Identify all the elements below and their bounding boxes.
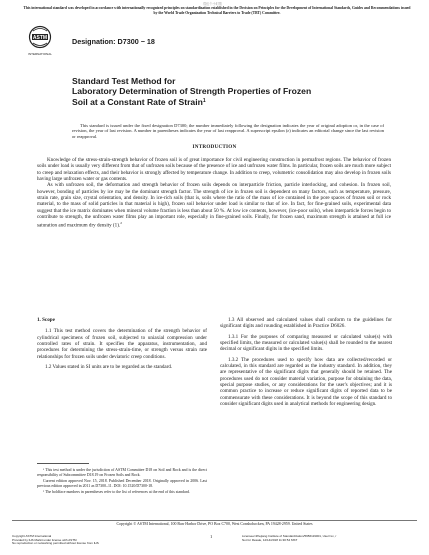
header-stamp: 郑伍个小时帮 <box>203 2 223 6</box>
scope-heading: 1. Scope <box>37 317 55 323</box>
introduction-heading: INTRODUCTION <box>192 144 237 150</box>
standard-notice: This standard is issued under the fixed designation D7300; the number immediately following the designation indicates the year of original adoption or, in the case of revision, the year of last revision. A number in parentheses indicates the year of last reapproval. A superscript epsilon (ε) indicates an editorial change since the last revision or reapproval. <box>72 123 384 139</box>
page-number: 1 <box>210 534 213 539</box>
footer-divider <box>12 520 417 521</box>
left-column <box>37 317 207 374</box>
footer-license-right: Licensee=Zhejiang Institute of Standardization/5956119001, User=xx, r Not for Resale, 12/14/2018 11:30:54 MST <box>242 534 337 542</box>
right-column <box>220 317 392 411</box>
intro-paragraph-1: Knowledge of the stress-strain-strength behavior of frozen soil is of great importance for civil engineering construction in permafrost regions. The behavior of frozen soils under load is usually very different from that of unfrozen soils because of the presence of ice and unfrozen water films. In particular, frozen soils are much more subject to creep and relaxation effects, and their behavior is strongly affected by temperature change. In addition to creep, volumetric consolidation may also develop in frozen soils having large unfrozen water or gas contents. <box>37 157 391 183</box>
footer-copyright: Copyright © ASTM International, 100 Barr Harbor Drive, PO Box C700, West Conshohocken, PA 19428-2959. United States <box>116 522 313 526</box>
section-1-3: 1.3 All observed and calculated values shall conform to the guidelines for significant digits and rounding established in Practice D6026. <box>220 317 392 330</box>
intro-paragraph-2: As with unfrozen soil, the deformation and strength behavior of frozen soils depends on interparticle friction, particle interlocking, and cohesion. In frozen soil, however, bonding of particles by ice may be the dominant strength factor. The strength of ice in frozen soil is dependent on many factors, such as temperature, pressure, strain rate, grain size, crystal orientation, and density. In ice-rich soils (that is, soils where the ratio of the mass of ice contained in the pore spaces of frozen soil or rock material, to the mass of solid particles in that material is high), frozen soil behavior under load is similar to that of ice. In fact, for fine-grained soils, experimental data suggest that the ice matrix dominates when mineral volume fraction is less than about 50 %. At low ice contents, however, (ice-poor soils), when interparticle forces begin to contribute to strength, the unfrozen water films play an important role, especially in fine-grained soils. Finally, for frozen sand, maximum strength is attained at full ice saturation and maximum dry density (1).$^2$ <box>37 182 391 230</box>
footnotes <box>37 468 207 497</box>
title-line-1: Standard Test Method for <box>72 76 176 86</box>
intro-footnote-mark: 2 <box>120 221 122 226</box>
section-1-3-1: 1.3.1 For the purposes of comparing measured or calculated value(s) with specified limits, the measured or calculated value(s) shall be rounded to the nearest decimal or significant digits in the specified limits. <box>220 333 392 353</box>
section-1-2: 1.2 Values stated in SI units are to be regarded as the standard. <box>45 364 173 371</box>
logo-label: INTERNATIONAL <box>28 52 52 56</box>
top-notice: This international standard was developed in accordance with internationally recognized principles on standardization established in the Decision on Principles for the Development of International Standards, Guides and Recommendations issued by the World Trade Organization Technical Barriers to Trade (TBT) Committee. <box>23 6 411 15</box>
footnote-2: ² The boldface numbers in parentheses refer to the list of references at the end of this standard. <box>43 490 190 495</box>
title-line-3: Soil at a Constant Rate of Strain$^1$ <box>72 97 206 108</box>
title-footnote-mark: 1 <box>202 98 206 105</box>
footnote-1: ¹ This test method is under the jurisdiction of ASTM Committee D18 on Soil and Rock and is the direct responsibility of Subcommittee D18.19 on Frozen Soils and Rock. <box>37 468 207 477</box>
introduction-body <box>37 157 391 229</box>
section-1-3-2: 1.3.2 The procedures used to specify how data are collected/recorded or calculated, in this standard are regarded as the industry standard. In addition, they are representative of the significant digits that generally should be retained. The procedures used do not consider material variation, purpose for obtaining the data, special purpose studies, or any considerations for the user's objectives; and it is common practice to increase or reduce significant digits of reported data to be commensurate with these considerations. It is beyond the scope of this standard to consider significant digits used in analytical methods for engineering design. <box>220 356 392 408</box>
footnote-divider <box>37 463 89 464</box>
designation: Designation: D7300 − 18 <box>72 37 155 46</box>
footnote-1-edition: Current edition approved Nov. 15, 2018. Published December 2018. Originally approved in 2006. Last previous edition approved in 2011 as D7300–11. DOI: 10.1520/D7300-18. <box>37 479 207 488</box>
svg-text:ASTM: ASTM <box>32 35 48 41</box>
footer-license-left: Copyright ASTM International Provided by IHS Markit under license with ASTM No reproduction or networking permitted without license from IHS <box>12 534 99 546</box>
document-title <box>72 76 372 108</box>
astm-logo-icon <box>28 25 52 63</box>
title-line-2: Laboratory Determination of Strength Properties of Frozen <box>72 86 312 97</box>
astm-logo <box>28 25 52 63</box>
section-1-1: 1.1 This test method covers the determination of the strength behavior of cylindrical specimens of frozen soil, subjected to uniaxial compression under controlled rates of strain. It specifies the apparatus, instrumentation, and procedures for determining the stress-strain-time, or strength versus strain rate relationships for frozen soils under deviatoric creep conditions. <box>37 328 207 360</box>
